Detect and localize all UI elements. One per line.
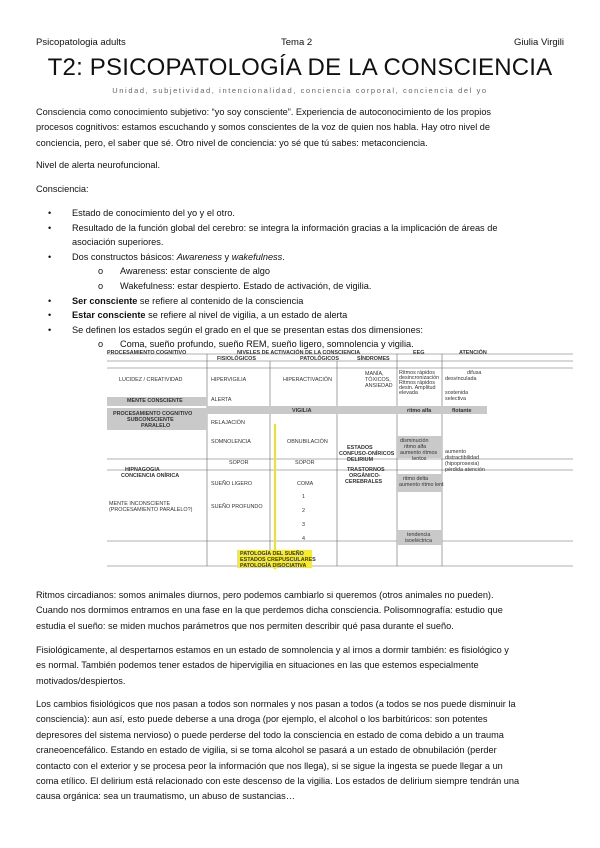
table-cell: (hipoprosexia) [445,461,480,467]
table-cell: flotante [452,408,472,414]
header-course: Psicopatologia adults [36,37,126,48]
table-cell: PATOLOGÍA DISOCIATIVA [240,563,307,569]
table-cell: disminución [400,438,429,444]
table-cell: SOPOR [295,460,315,466]
alert-line: Nivel de alerta neurofuncional. [36,160,161,170]
table-gridlines [107,350,573,580]
table-cell: aumento ritmos [400,450,438,456]
list-item: • Dos constructos básicos: Awareness y wakefulness. [48,251,285,262]
paragraph-cambios: Los cambios fisiológicos que nos pasan a todos son normales y nos pasan a todos (a todos se nos puede disminuir la consciencia): aun así, esto puede deberse a una droga (por ejemplo, el alcohol o los barbitúricos: son potentes depresores del sistema nervioso) o puede perderse del todo la consciencia en estado de coma debido a un trauma craneoencefálico. Estando en estado de vigilia, si se toma alcohol se pasará a un estado de obnubilación (perder contacto con el exterior y se procesa peor la información que nos llega), si se sigue la ingesta se puede llegar a un coma etílico. El delirium está relacionado con este descenso de la vigilia. Los estados de delirium siempre tendrán una causa orgánica: sea un traumatismo, un abuso de sustancias… [36,699,520,802]
table-cell: aumento [445,449,466,455]
table-cell: HIPERACTIVACIÓN [283,377,333,383]
paragraph-fisiologico: Fisiológicamente, al despertarnos estamos en un estado de somnolencia y al irnos a dormir también: es fisiológico y es normal. También podemos tener estados de hipervigilia en situaciones en las que estemos especialmente motivados/despiertos. [36,645,509,686]
table-cell: SOMNOLENCIA [211,439,251,445]
page-subtitle: Unidad, subjetividad, intencionalidad, conciencia corporal, conciencia del yo [112,86,488,95]
table-cell: lentos [412,456,427,462]
table-subheader: PATOLÓGICOS [300,356,339,362]
list-item: o Awareness: estar consciente de algo [98,266,270,277]
table-cell: desin. Amplitud [399,385,436,391]
table-cell: COMA [297,481,314,487]
table-header: ATENCIÓN [459,350,487,356]
table-cell: SOPOR [229,460,249,466]
table-cell: selectiva [445,396,466,402]
list-item: o Wakefulness: estar despierto. Estado de activación, de vigilia. [98,280,372,291]
header-topic: Tema 2 [281,37,313,48]
table-cell: desvinculada [445,376,477,382]
table-cell: aumento ritmo lent [399,482,444,488]
table-cell: CONFUSO-ONÍRICOS [339,451,395,457]
table-cell: difusa [467,370,482,376]
table-cell: DELIRIUM [347,457,374,463]
table-cell: Ritmos rápidos [399,370,435,376]
list-item: • Estado de conocimiento del yo y el otro. [48,208,235,218]
consciousness-levels-table [107,350,573,580]
table-cell: distractibilidad [445,455,480,461]
table-cell: MENTE INCONSCIENTE [109,501,171,507]
table-header: EEG [413,350,425,356]
table-cell: ESTADOS [347,445,373,451]
table-cell: OBNUBILACIÓN [287,439,328,445]
table-cell: CEREBRALES [345,479,383,485]
list-item: • Resultado de la función global del cerebro: se integra la información gracias a la implicación de áreas de asociación superiores. [48,222,498,248]
table-cell: TÓXICOS, [365,377,391,383]
table-cell: VIGILIA [292,408,312,414]
table-cell: LUCIDEZ / CREATIVIDAD [119,377,183,383]
table-cell: ritmo alfa [407,408,432,414]
list-item: • Ser consciente se refiere al contenido de la consciencia [48,295,304,306]
table-cell: MANÍA, [365,371,384,377]
table-cell: tendencia [407,532,431,538]
table-cell: ritmo alfa [404,444,427,450]
table-cell: ALERTA [211,397,232,403]
table-cell: elevada [399,390,418,396]
table-cell: SUEÑO PROFUNDO [211,504,263,510]
table-cell: Ritmos rápidos [399,380,435,386]
table-cell: sostenida [445,390,469,396]
table-cell: ORGÁNICO- [349,473,381,479]
table-cell: pérdida atención [445,467,485,473]
table-cell: desincronización [399,375,440,381]
consciencia-label: Consciencia: [36,184,89,194]
page-title: T2: PSICOPATOLOGÍA DE LA CONSCIENCIA [47,54,553,81]
table-cell: PARALELO [141,423,171,429]
table-cell: SUBCONSCIENTE [127,417,174,423]
table-cell: HIPERVIGILIA [211,377,247,383]
table-cell: PATOLOGÍA DEL SUEÑO [240,551,304,557]
table-cell: ritmo delta [403,476,429,482]
table-cell: 4 [302,536,305,542]
table-cell: PROCESAMIENTO COGNITIVO [113,411,193,417]
table-yellow-line [274,424,276,569]
intro-paragraph: Consciencia como conocimiento subjetivo: “yo soy consciente”. Experiencia de autoconocimiento de los propios procesos cognitivos: estamos escuchando y somos conscientes de la voz de quien nos habla. Hay otro nivel de conciencia, pero, el saber que sé. Otro nivel de conciencia: yo sé que tú sabes: metaconciencia. [36,107,492,148]
table-cell: isoeléctrica [405,538,432,544]
table-cell: (PROCESAMIENTO PARALELO?) [109,507,193,513]
paragraph-ritmos: Ritmos circadianos: somos animales diurnos, pero podemos cambiarlo si queremos (otros animales no pueden). Cuando nos dormimos entramos en una fase en la que perdemos dicha consciencia. Polisomnografía: estudio que estudia el sueño: se miden muchos parámetros que nos permiten describir qué pasa durante el sueño. [36,590,503,631]
table-header: NIVELES DE ACTIVACIÓN DE LA CONSCIENCIA [237,350,361,356]
list-item: o Coma, sueño profundo, sueño REM, sueño ligero, somnolencia y vigilia. [98,339,414,350]
table-cell: ESTADOS CREPUSCULARES [240,557,316,563]
table-cell: CONCIENCIA ONÍRICA [121,473,180,479]
table-cell: TRASTORNOS [347,467,385,473]
consciencia-list [36,206,566,352]
list-item: • Se definen los estados según el grado en el que se presentan estas dos dimensiones: [48,324,423,335]
table-cell: 2 [302,508,305,514]
table-header: PROCESAMIENTO COGNITIVO [107,350,187,356]
table-cell: 3 [302,522,305,528]
table-subheader: FISIOLÓGICOS [217,356,256,362]
header-author: Giulia Virgili [514,37,564,48]
table-subheader: SÍNDROMES [357,356,390,362]
table-cell: 1 [302,494,305,500]
list-item: • Estar consciente se refiere al nivel de vigilia, a un estado de alerta [48,310,348,321]
table-cell: ANSIEDAD [365,383,393,389]
table-cell: SUEÑO LIGERO [211,481,253,487]
table-cell: MENTE CONSCIENTE [127,398,183,404]
table-cell: RELAJACIÓN [211,420,245,426]
table-cell: HIPNAGOGIA [125,467,160,473]
